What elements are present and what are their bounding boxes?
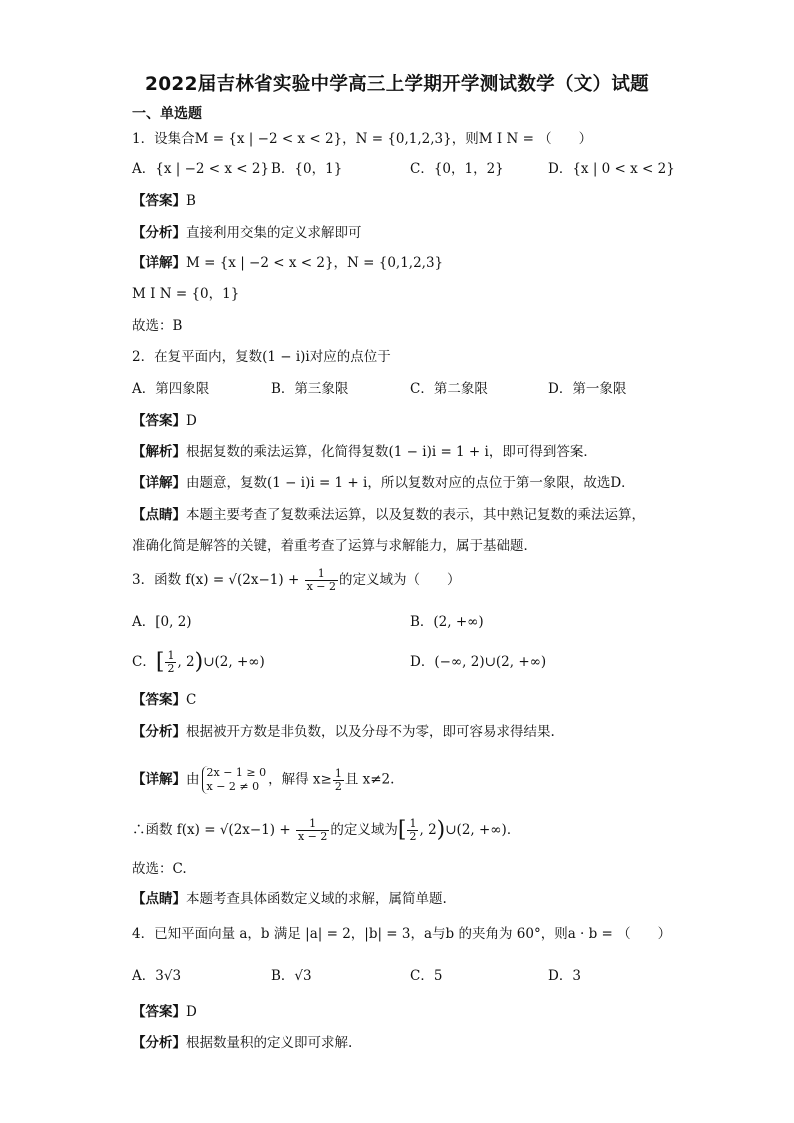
q2-answer <box>132 411 197 431</box>
denominator: 2 <box>409 830 417 843</box>
q2-stem: 2．在复平面内，复数(1 − i)i对应的点位于 <box>132 349 391 365</box>
q3-stem-pre: 3．函数 f(x) = √(2x−1) + <box>132 572 304 588</box>
q4-option-a: A．3√3 <box>132 968 182 984</box>
q2-option-a: A．第四象限 <box>132 381 210 397</box>
option-c-fraction <box>165 650 176 675</box>
q4-stem: 4．已知平面向量 a，b 满足 |a| = 2，|b| = 3，a与b 的夹角为 60°，则a · b = （ ） <box>132 926 672 942</box>
q4-option-b: B．√3 <box>271 968 312 984</box>
option-rest: ∪(2, +∞) <box>203 654 265 670</box>
q4-option-d: D．3 <box>548 968 581 984</box>
answer-value: D <box>186 413 197 429</box>
analysis-text: 根据被开方数是非负数，以及分母不为零，即可容易求得结果. <box>186 724 555 740</box>
analysis-tag: 【分析】 <box>132 724 186 740</box>
inequality-system <box>202 766 267 794</box>
q3-stem <box>132 568 460 593</box>
q2-comment <box>132 505 645 525</box>
answer-value: B <box>186 193 196 209</box>
detail-mid: ，解得 x≥ <box>268 771 332 788</box>
q3-detail <box>132 766 394 794</box>
concl-half <box>407 818 418 843</box>
system-line-2: x − 2 ≠ 0 <box>206 780 260 793</box>
detail-tag: 【详解】 <box>132 771 186 788</box>
q3-conclusion: ∴函数 f(x) = √(2x−1) + $\frac{1}{x - 2}$ 的定义域为[ $\frac{1}{2}$ , 2)∪(2, +∞)． <box>132 817 521 843</box>
q2-comment-2: 准确化简是解答的关键，着重考查了运算与求解能力，属于基础题． <box>132 538 537 554</box>
numerator: 1 <box>334 766 342 780</box>
concl-fraction <box>296 818 329 843</box>
half-fraction <box>333 768 344 793</box>
q2-option-c: C．第二象限 <box>410 381 488 397</box>
denominator: x − 2 <box>297 830 328 843</box>
q3-choose: 故选：C. <box>132 861 187 877</box>
q4-option-c: C．5 <box>410 968 443 984</box>
q3-option-b: B．(2, +∞) <box>410 614 484 630</box>
q1-choose: 故选：B <box>132 318 183 334</box>
comment-text: 本题主要考查了复数乘法运算，以及复数的表示，其中熟记复数的乘法运算， <box>186 507 645 523</box>
q1-option-b: B．{0，1} <box>271 161 343 177</box>
q1-stem: 1．设集合M = {x | −2 < x < 2}，N = {0,1,2,3}，则M I N = （ ） <box>132 131 593 147</box>
q1-detail-2: M I N = {0，1} <box>132 286 240 302</box>
detail-pre: 由 <box>186 771 200 788</box>
numerator: 1 <box>167 649 175 662</box>
section-heading: 一、单选题 <box>132 106 202 122</box>
detail-tag: 【详解】 <box>132 475 186 491</box>
answer-tag: 【答案】 <box>132 692 186 708</box>
numerator: 1 <box>305 568 338 581</box>
concl-mid: 的定义域为 <box>330 822 398 838</box>
q1-answer <box>132 191 196 211</box>
jiexi-tag: 【解析】 <box>132 444 186 460</box>
q1-detail <box>132 253 443 273</box>
q2-option-b: B．第三象限 <box>271 381 349 397</box>
analysis-text: 根据数量积的定义即可求解. <box>186 1035 353 1051</box>
q2-option-d: D．第一象限 <box>548 381 627 397</box>
answer-value: D <box>186 1004 197 1020</box>
q2-jiexi <box>132 442 597 462</box>
analysis-tag: 【分析】 <box>132 1035 186 1051</box>
detail-text: M = {x | −2 < x < 2}，N = {0,1,2,3} <box>186 255 444 271</box>
concl-pre: ∴函数 f(x) = √(2x−1) + <box>132 822 295 838</box>
q1-analysis <box>132 223 362 243</box>
answer-tag: 【答案】 <box>132 413 186 429</box>
jiexi-text: 根据复数的乘法运算，化简得复数(1 − i)i = 1 + i，即可得到答案． <box>186 444 597 460</box>
q3-comment <box>132 889 447 909</box>
comment-text: 本题考查具体函数定义域的求解，属简单题. <box>186 891 447 907</box>
q3-analysis <box>132 722 555 742</box>
q3-answer <box>132 690 196 710</box>
option-label: C． <box>132 654 156 670</box>
q4-answer <box>132 1002 197 1022</box>
answer-tag: 【答案】 <box>132 1004 186 1020</box>
q3-option-c: C．[ $\frac{1}{2}$ , 2)∪(2, +∞) <box>132 649 265 675</box>
analysis-text: 直接利用交集的定义求解即可 <box>186 225 362 241</box>
detail-post: 且 x≠2. <box>344 771 395 788</box>
q3-option-a: A．[0, 2) <box>132 614 192 630</box>
detail-text: 由题意，复数(1 − i)i = 1 + i，所以复数对应的点位于第一象限，故选D． <box>186 475 635 491</box>
numerator: 1 <box>296 818 329 831</box>
page-title: 2022届吉林省实验中学高三上学期开学测试数学（文）试题 <box>145 74 649 95</box>
q3-option-d: D．(−∞, 2)∪(2, +∞) <box>410 654 547 670</box>
system-line-1: 2x − 1 ≥ 0 <box>206 766 267 779</box>
denominator: 2 <box>334 779 342 793</box>
q1-option-a: A．{x | −2 < x < 2} <box>132 161 270 177</box>
q3-stem-post: 的定义域为（ ） <box>338 572 461 588</box>
analysis-tag: 【分析】 <box>132 225 186 241</box>
answer-value: C <box>186 692 197 708</box>
denominator: 2 <box>167 662 175 675</box>
detail-tag: 【详解】 <box>132 255 186 271</box>
comment-tag: 【点睛】 <box>132 891 186 907</box>
q4-analysis <box>132 1033 352 1053</box>
q2-detail <box>132 473 635 493</box>
answer-tag: 【答案】 <box>132 193 186 209</box>
numerator: 1 <box>409 817 417 830</box>
q3-fraction <box>305 568 338 593</box>
q1-option-c: C．{0，1，2} <box>410 161 504 177</box>
comment-tag: 【点睛】 <box>132 507 186 523</box>
q1-option-d: D．{x | 0 < x < 2} <box>548 161 675 177</box>
denominator: x − 2 <box>306 580 336 593</box>
concl-post: ∪(2, +∞)． <box>445 822 521 838</box>
